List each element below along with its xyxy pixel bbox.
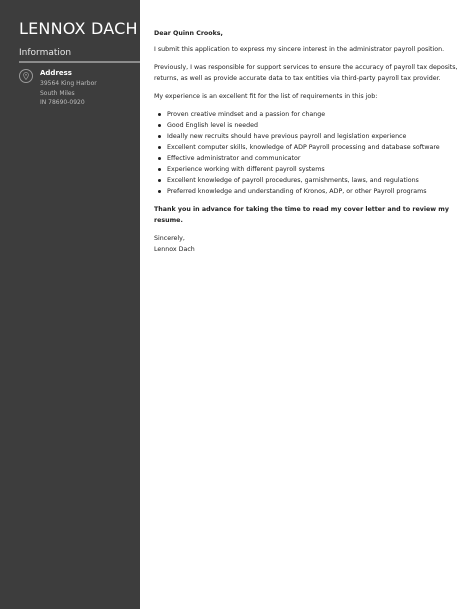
list-item: Ideally new recruits should have previous payroll and legislation experience [154,131,464,142]
bullet-icon [158,124,161,127]
list-item: Experience working with different payroll systems [154,164,464,175]
applicant-name: LENNOX DACH [19,19,138,38]
bullet-icon [158,190,161,193]
address-label: Address [40,69,72,77]
list-item: Excellent knowledge of payroll procedures, garnishments, laws, and regulations [154,175,464,186]
bullet-icon [158,135,161,138]
requirements-list [154,109,464,197]
bullet-icon [158,179,161,182]
paragraph-fit: My experience is an excellent fit for the list of requirements in this job: [154,93,378,100]
sidebar [0,0,140,609]
bullet-icon [158,168,161,171]
location-pin-icon [19,69,33,83]
information-heading: Information [19,48,72,58]
paragraph-experience: Previously, I was responsible for support services to ensure the accuracy of payroll tax deposits, returns, as well as provide accurate data to tax entities via third-party payroll tax provider. [154,64,458,82]
salutation: Dear Quinn Crooks, [154,30,223,37]
paragraph-intro: I submit this application to express my sincere interest in the administrator payroll position. [154,46,445,53]
letter-body [154,28,464,255]
bullet-icon [158,113,161,116]
address-line-3: IN 78690-0920 [40,99,85,106]
address-line-2: South Miles [40,90,75,97]
closing: Sincerely, [154,235,185,242]
bullet-icon [158,157,161,160]
list-item: Proven creative mindset and a passion for change [154,109,464,120]
bullet-icon [158,146,161,149]
list-item: Effective administrator and communicator [154,153,464,164]
thank-you-note: Thank you in advance for taking the time to read my cover letter and to review my resume. [154,206,449,224]
signature-name: Lennox Dach [154,246,195,253]
list-item: Good English level is needed [154,120,464,131]
address-line-1: 39564 King Harbor [40,80,97,87]
list-item: Preferred knowledge and understanding of Kronos, ADP, or other Payroll programs [154,186,464,197]
section-divider [19,61,140,63]
list-item: Excellent computer skills, knowledge of ADP Payroll processing and database software [154,142,464,153]
